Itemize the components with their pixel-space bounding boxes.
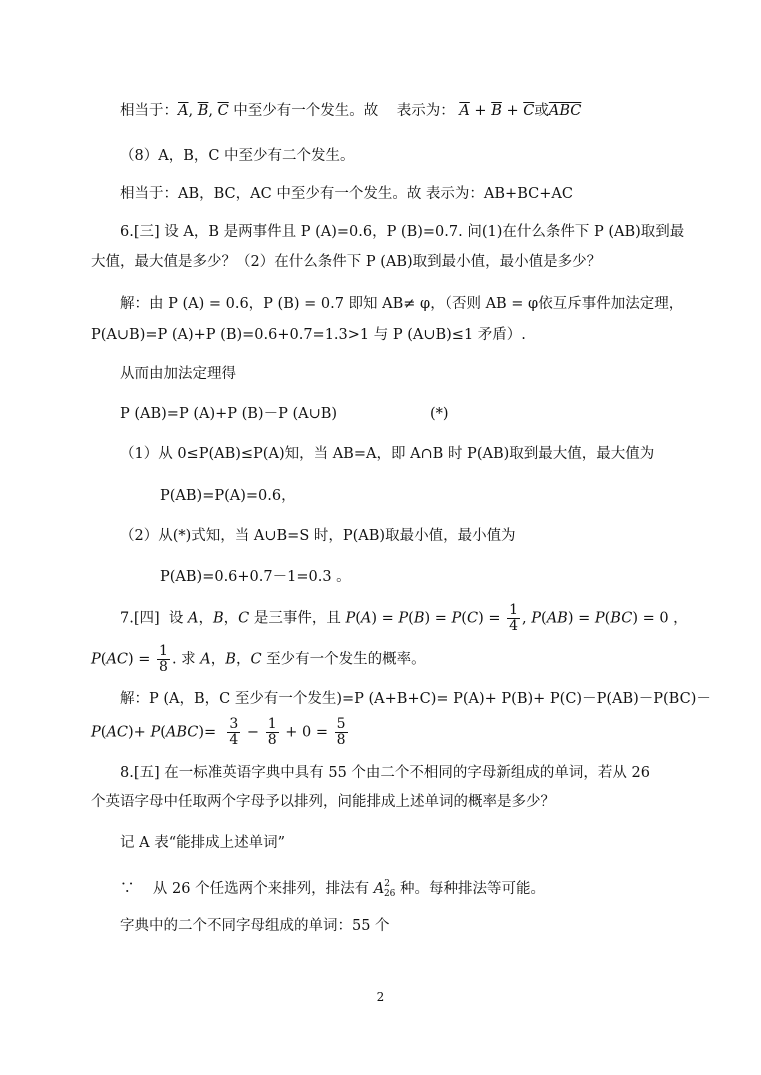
text-line-22: 字典中的二个不同字母组成的单词：55 个: [120, 918, 390, 934]
text-line-2: （8）A，B，C 中至少有二个发生。: [120, 148, 355, 164]
text-line-15: P(AC) = $\frac{1}{8}$ . 求 A，B，C 至少有一个发生的概率。: [91, 643, 426, 675]
text-line-11: P(AB)=P(A)=0.6，: [160, 488, 296, 504]
text-line-18: 8.[五] 在一标准英语字典中具有 55 个由二个不相同的字母新组成的单词，若从 26: [120, 765, 650, 781]
text-line-13: P(AB)=0.6+0.7－1=0.3 。: [160, 569, 351, 585]
text-line-10: （1）从 0≤P(AB)≤P(A)知，当 AB=A，即 A∩B 时 P(AB)取到最大值，最大值为: [120, 446, 655, 462]
text-line-21: ∵ 从 26 个任选两个来排列，排法有 $A^2_{26}$ 种。每种排法等可能。: [120, 879, 545, 899]
text-line-20: 记 A 表“能排成上述单词”: [120, 835, 286, 851]
text-line-7: P(A∪B)=P (A)+P (B)=0.6+0.7=1.3>1 与 P (A∪B)≤1 矛盾）.: [91, 327, 526, 343]
text-line-14: 7.[四] 设 A，B，C 是三事件，且 P(A) = P(B) = P(C) = $\frac{1}{4}$ , P(AB) = P(BC) = 0 ，: [120, 602, 688, 634]
text-line-9: P (AB)=P (A)+P (B)－P (A∪B): [120, 406, 338, 422]
text-line-17: P(AC)+ P(ABC)= $\frac{3}{4}$ − $\frac{1}{8}$ + 0 = $\frac{5}{8}$: [91, 716, 346, 748]
text-line-3: 相当于：AB，BC，AC 中至少有一个发生。故 表示为：AB+BC+AC: [120, 186, 573, 202]
text-line-9-tag: (*): [430, 406, 449, 422]
text-line-6: 解：由 P (A) = 0.6，P (B) = 0.7 即知 AB≠ φ，（否则 AB = φ依互斥事件加法定理，: [120, 296, 684, 312]
text-line-4: 6.[三] 设 A，B 是两事件且 P (A)=0.6，P (B)=0.7. 问(1)在什么条件下 P (AB)取到最: [120, 224, 685, 240]
fraction-one-quarter: $\frac{1}{4}$: [509, 602, 519, 634]
fraction-one-eighth: $\frac{1}{8}$: [159, 643, 168, 675]
page-number: 2: [376, 990, 385, 1004]
text-line-16: 解：P (A，B，C 至少有一个发生)=P (A+B+C)= P(A)+ P(B)+ P(C)－P(AB)－P(BC)－: [120, 691, 711, 707]
text-line-8: 从而由加法定理得: [120, 366, 236, 382]
text-line-1: 相当于：$\overline{A}$, $\overline{B}$, $\overline{C}$ 中至少有一个发生。故 表示为： $\overline{A} + \overline{B} + \overline{C}$或$\overline{ABC}$: [120, 103, 582, 119]
text-line-19: 个英语字母中任取两个字母予以排列，问能排成上述单词的概率是多少？: [91, 794, 555, 810]
text-line-5: 大值，最大值是多少？（2）在什么条件下 P (AB)取到最小值，最小值是多少？: [91, 254, 602, 270]
text-line-12: （2）从(*)式知，当 A∪B=S 时，P(AB)取最小值，最小值为: [120, 528, 516, 544]
